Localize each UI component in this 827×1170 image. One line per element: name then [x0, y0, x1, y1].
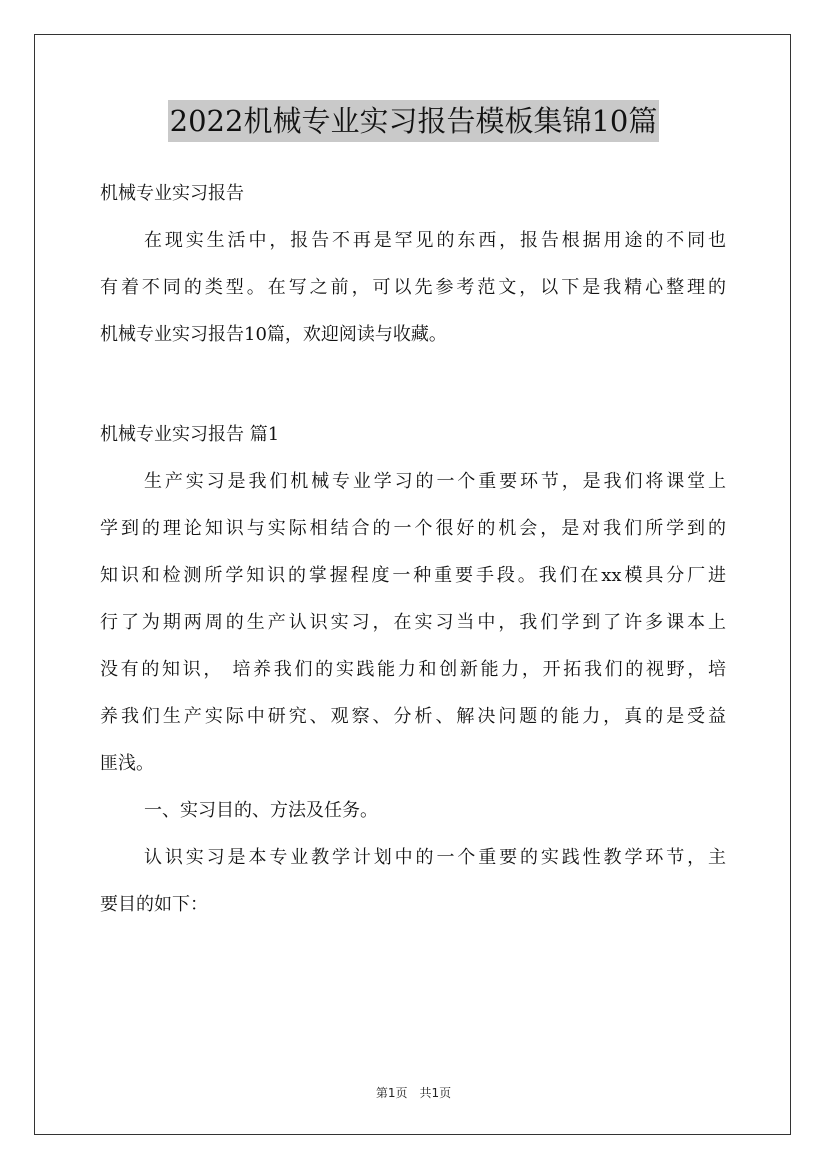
paragraph-line: 行了为期两周的生产认识实习，在实习当中，我们学到了许多课本上: [100, 612, 726, 633]
intro-line: 在现实生活中，报告不再是罕见的东西，报告根据用途的不同也: [144, 230, 726, 251]
paragraph-line: 学到的理论知识与实际相结合的一个很好的机会，是对我们所学到的: [100, 518, 726, 539]
paragraph-line: 没有的知识， 培养我们的实践能力和创新能力，开拓我们的视野，培: [100, 659, 726, 680]
document-title: 2022机械专业实习报告模板集锦10篇: [168, 100, 660, 142]
intro-line: 有着不同的类型。在写之前，可以先参考范文，以下是我精心整理的: [100, 277, 726, 298]
paragraph-line: 养我们生产实际中研究、观察、分析、解决问题的能力，真的是受益: [100, 706, 726, 727]
page-footer: 第1页 共1页: [375, 1086, 452, 1100]
section-heading: 机械专业实习报告 篇1: [100, 424, 280, 445]
paragraph-gap: [100, 358, 726, 411]
paragraph-line: 生产实习是我们机械专业学习的一个重要环节，是我们将课堂上: [144, 471, 726, 492]
list-item-heading: 一、实习目的、方法及任务。: [144, 800, 378, 821]
paragraph-line: 要目的如下：: [100, 894, 208, 915]
paragraph-line: 匪浅。: [100, 753, 154, 774]
paragraph-line: 知识和检测所学知识的掌握程度一种重要手段。我们在xx模具分厂进: [100, 565, 726, 586]
intro-line: 机械专业实习报告10篇，欢迎阅读与收藏。: [100, 324, 447, 345]
document-body: [100, 170, 726, 928]
report-subtitle: 机械专业实习报告: [100, 183, 244, 204]
title-wrap: [0, 100, 827, 142]
paragraph-line: 认识实习是本专业教学计划中的一个重要的实践性教学环节，主: [144, 847, 726, 868]
